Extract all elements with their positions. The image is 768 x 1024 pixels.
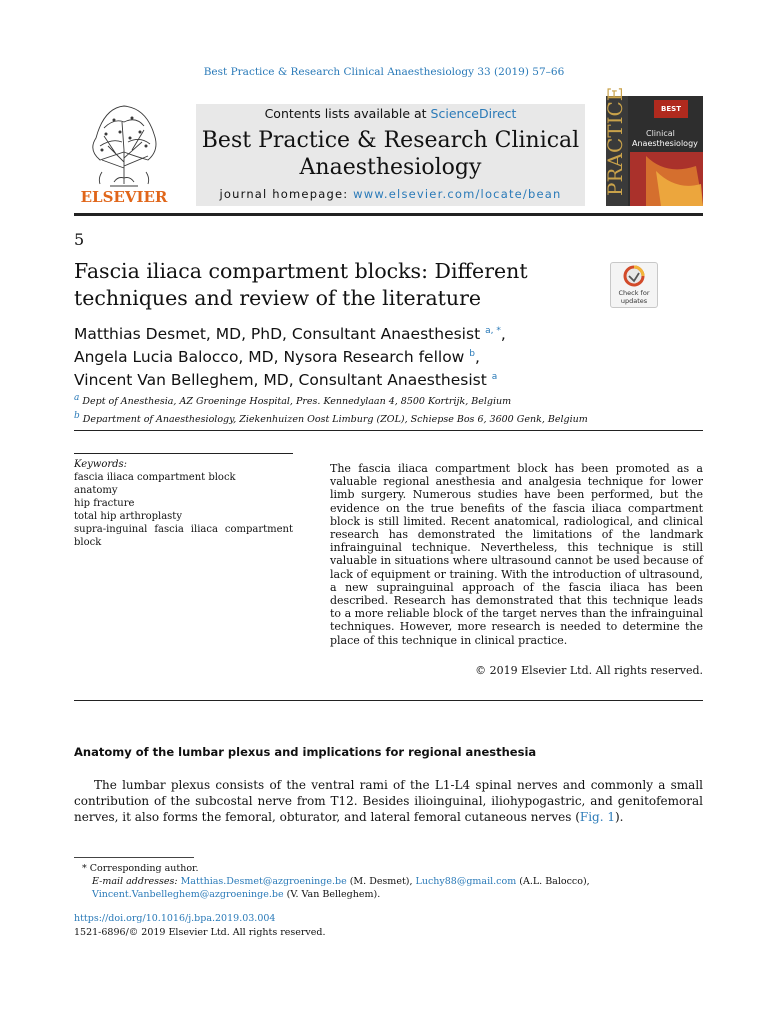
- footnotes: [74, 862, 703, 901]
- author-list: [74, 321, 634, 390]
- abstract-copyright: © 2019 Elsevier Ltd. All rights reserved.: [475, 664, 703, 677]
- keyword-item: fascia iliaca compartment block: [74, 472, 236, 483]
- email-link-vanbelleghem[interactable]: Vincent.Vanbelleghem@azgroeninge.be: [92, 889, 284, 900]
- check-updates-line-2: updates: [620, 297, 648, 305]
- cover-best-text: BEST: [661, 105, 681, 113]
- journal-name: [196, 127, 585, 181]
- email-link-desmet[interactable]: Matthias.Desmet@azgroeninge.be: [180, 876, 347, 887]
- affiliation-b: [74, 409, 694, 427]
- article-title-line-2: techniques and review of the literature: [74, 286, 482, 310]
- author-3: [74, 367, 634, 390]
- cover-title-2: Anaesthesiology: [632, 139, 698, 148]
- author-affiliation-mark[interactable]: a, *: [485, 326, 501, 336]
- affiliation-text: Department of Anaesthesiology, Ziekenhuizen Oost Limburg (ZOL), Schiepse Bos 6, 3600 Genk, Belgium: [79, 414, 588, 426]
- paragraph-end: ).: [614, 810, 624, 824]
- affiliation-mark: a: [74, 393, 80, 403]
- email-link-balocco[interactable]: Luchy88@gmail.com: [415, 876, 517, 887]
- author-separator: ,: [475, 348, 480, 367]
- affiliations: [74, 391, 694, 427]
- homepage-label: journal homepage:: [219, 187, 354, 201]
- email-owner: (A.L. Balocco),: [516, 876, 590, 887]
- keyword-item: supra-inguinal fascia iliaca compartment block: [74, 524, 293, 548]
- email-owner: (V. Van Belleghem).: [283, 889, 381, 900]
- affiliation-mark: b: [74, 411, 80, 422]
- keyword-item: anatomy: [74, 485, 118, 496]
- journal-cover[interactable]: [603, 86, 703, 206]
- article-number: 5: [74, 230, 85, 249]
- abstract-text: The fascia iliaca compartment block has been promoted as a valuable regional anesthesia and analgesia technique for lower limb surgery. Numerous studies have been performed, but the evidence on the true benefits of the fascia iliaca compartment block is still limited. Recent anatomical, radiological, and clinical research has demonstrated the limitations of the landmark infrainguinal technique. Nevertheless, this technique is still valuable in situations where ultrasound cannot be used because of lack of equipment or training. With the introduction of ultrasound, a new suprainguinal approach of the fascia iliaca has been described. Research has demonstrated that this technique leads to a more reliable block of the target nerves than the infrainguinal techniques. However, more research is needed to determine the place of this technique in clinical practice.: [330, 462, 703, 647]
- elsevier-wordmark: ELSEVIER: [80, 188, 168, 206]
- author-separator: ,: [500, 325, 506, 344]
- corresponding-author-note: * Corresponding author.: [82, 863, 199, 874]
- elsevier-tree-icon: [74, 98, 174, 206]
- issn-copyright: 1521-6896/© 2019 Elsevier Ltd. All rights reserved.: [74, 927, 326, 938]
- running-header[interactable]: Best Practice & Research Clinical Anaesthesiology 33 (2019) 57–66: [203, 66, 565, 78]
- divider: [74, 700, 703, 701]
- keyword-item: hip fracture: [74, 498, 135, 509]
- cover-title-1: Clinical: [646, 129, 675, 138]
- journal-name-line-2: Anaesthesiology: [299, 155, 482, 180]
- check-updates-line-1: Check for: [618, 289, 650, 297]
- journal-cover-image: [603, 86, 703, 206]
- contents-prefix: Contents lists available at: [264, 106, 431, 121]
- author-name: Angela Lucia Balocco, MD, Nysora Research fellow: [74, 348, 470, 367]
- check-for-updates-icon: [611, 263, 657, 307]
- author-affiliation-mark[interactable]: a: [491, 372, 498, 383]
- author-affiliation-mark[interactable]: b: [469, 349, 475, 360]
- doi-link[interactable]: https://doi.org/10.1016/j.bpa.2019.03.004: [74, 913, 276, 924]
- author-1: [74, 321, 634, 344]
- author-name: Matthias Desmet, MD, PhD, Consultant Anaesthesist: [74, 325, 486, 344]
- author-2: [74, 344, 634, 367]
- journal-name-line-1: Best Practice & Research Clinical: [201, 128, 580, 153]
- check-for-updates-button[interactable]: [610, 262, 658, 308]
- figure-link[interactable]: Fig. 1: [579, 810, 615, 824]
- email-addresses: [74, 875, 703, 901]
- paragraph-text: The lumbar plexus consists of the ventral rami of the L1-L4 spinal nerves and commonly a small contribution of the subcostal nerve from T12. Besides ilioinguinal, iliohypogastric, and genitofemoral nerves, it also forms the femoral, obturator, and lateral femoral cutaneous nerves (: [74, 778, 703, 824]
- footnote-rule: [74, 857, 194, 858]
- affiliation-a: [74, 391, 694, 409]
- email-label: E-mail addresses:: [92, 876, 181, 887]
- divider: [74, 430, 703, 431]
- keywords-rule: [74, 453, 293, 454]
- cover-side-text: PRACTICE: [603, 86, 627, 196]
- keywords: [74, 458, 293, 549]
- header-rule: [74, 213, 703, 216]
- journal-homepage: [196, 187, 585, 201]
- keywords-label: Keywords:: [74, 459, 128, 470]
- keyword-item: total hip arthroplasty: [74, 511, 182, 522]
- email-owner: (M. Desmet),: [346, 876, 416, 887]
- section-heading: Anatomy of the lumbar plexus and implications for regional anesthesia: [74, 745, 537, 759]
- body-paragraph: [74, 777, 703, 825]
- contents-line: [196, 106, 585, 121]
- article-title-line-1: Fascia iliaca compartment blocks: Different: [74, 259, 528, 283]
- article-title: [74, 258, 554, 312]
- sciencedirect-link[interactable]: ScienceDirect: [430, 106, 517, 121]
- affiliation-text: Dept of Anesthesia, AZ Groeninge Hospital, Pres. Kennedylaan 4, 8500 Kortrijk, Belgium: [79, 396, 512, 408]
- homepage-link[interactable]: www.elsevier.com/locate/bean: [353, 187, 562, 201]
- author-name: Vincent Van Belleghem, MD, Consultant Anaesthesist: [74, 371, 492, 390]
- elsevier-logo: [74, 98, 174, 206]
